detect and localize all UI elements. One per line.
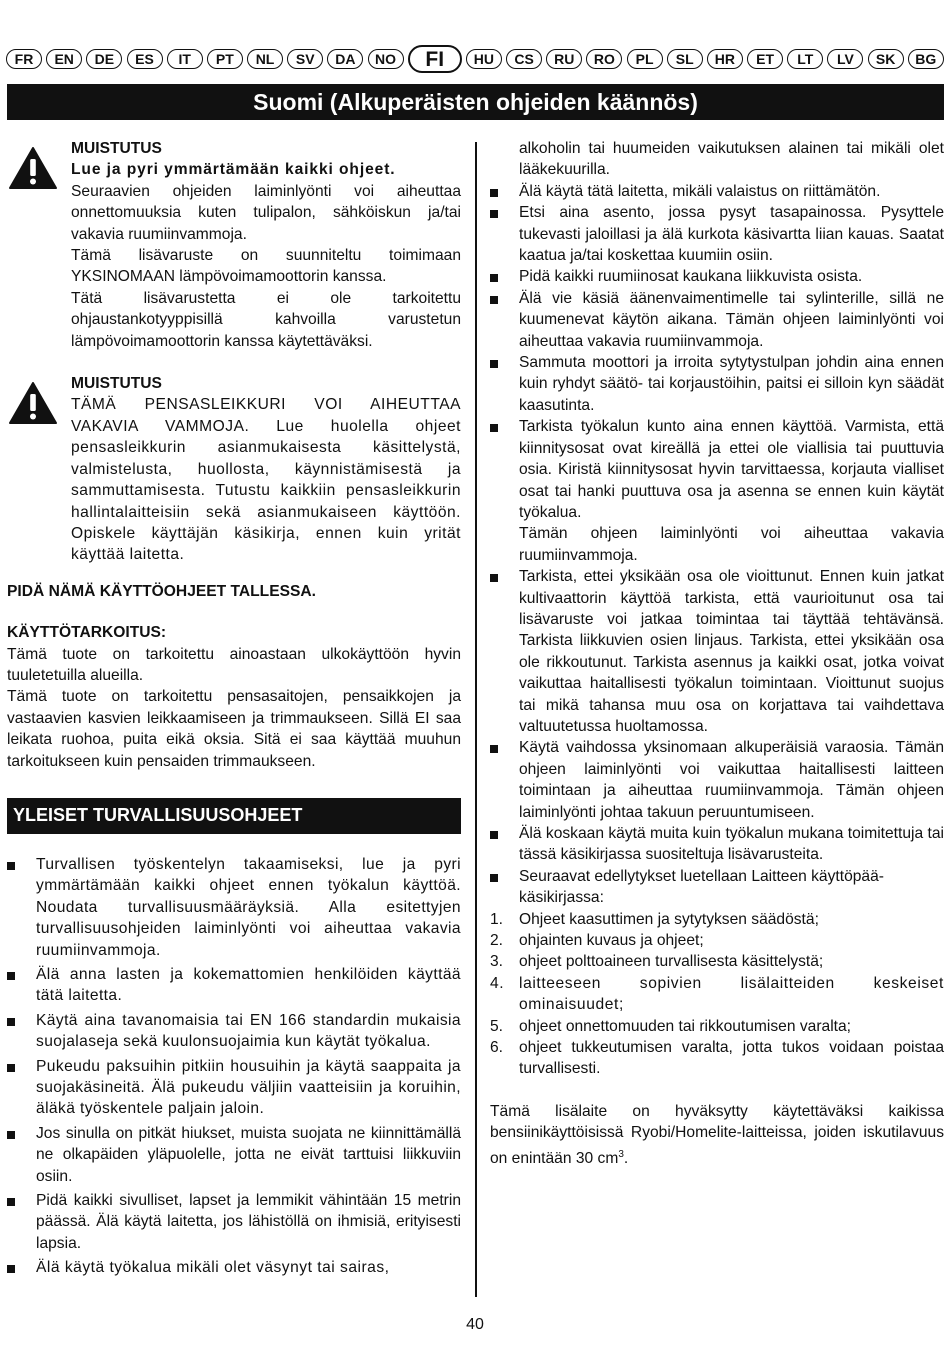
lang-tab-hu[interactable]: HU xyxy=(466,49,502,69)
list-item: Sammuta moottori ja irroita sytytystulpan johdin aina ennen kuin ryhdyt säätö- tai korjaustöihin, paitsi ei silloin kyn säädät kaasutinta. xyxy=(490,352,944,416)
list-item: Pukeudu paksuihin pitkiin housuihin ja käytä saappaita ja suojakäsineitä. Älä pukeudu väljiin vaatteisiin ja koruihin, äläkä työskentele paljain jaloin. xyxy=(7,1056,461,1120)
lang-tab-bg[interactable]: BG xyxy=(908,49,944,69)
keep-instructions-notice: PIDÄ NÄMÄ KÄYTTÖOHJEET TALLESSA. xyxy=(7,582,316,600)
list-item: Älä vie käsiä äänenvaimentimelle tai sylinterille, sillä ne kuumenevat käytön aikana. Tämän ohjeen laiminlyönti voi aiheuttaa vakavia ruumiinvammoja. xyxy=(490,288,944,352)
warning-triangle-icon xyxy=(8,381,58,425)
numbered-item: 6. ohjeet tukkeutumisen varalta, jotta tukos voidaan poistaa turvallisesti. xyxy=(490,1039,944,1078)
square-bullet-icon xyxy=(7,1265,15,1273)
numbered-item: 4. laitteeseen sopivien lisälaitteiden keskeiset ominaisuudet; xyxy=(490,974,944,1014)
page-number: 40 xyxy=(466,1316,484,1333)
lang-tab-sv[interactable]: SV xyxy=(287,49,323,69)
lang-tab-da[interactable]: DA xyxy=(327,49,363,69)
lang-tab-et[interactable]: ET xyxy=(747,49,783,69)
warning-block-1 xyxy=(7,138,461,352)
warning-1-text-3: Tätä lisävarustetta ei ole tarkoitettu ohjaustankotyyppisillä kahvoilla varustetun lämpövoimamoottorin kanssa käytettäväksi. xyxy=(71,289,461,350)
warning-triangle-icon xyxy=(8,146,58,190)
left-column xyxy=(7,138,461,1279)
list-item: Käytä aina tavanomaisia tai EN 166 standardin mukaisia suojalaseja sekä kuulonsuojaimia kun käytät työkalua. xyxy=(7,1010,461,1053)
warning-block-2 xyxy=(7,373,461,566)
warning-1-text-2: Tämä lisävaruste on suunniteltu toimimaan YKSINOMAAN lämpövoimamoottorin kanssa. xyxy=(71,247,461,286)
square-bullet-icon xyxy=(7,1064,15,1072)
warning-1-text-1: Seuraavien ohjeiden laiminlyönti voi aiheuttaa onnettomuuksia kuten tulipalon, sähköiskun ja/tai vakavia ruumiinvammoja. xyxy=(71,182,461,243)
list-item: Älä koskaan käytä muita kuin työkalun mukana toimitettuja tai tässä käsikirjassa suositeltuja lisävarusteita. xyxy=(490,823,944,866)
left-bullet-list xyxy=(7,854,461,1279)
square-bullet-icon xyxy=(490,745,498,753)
numbered-list xyxy=(490,909,944,1080)
list-item: Etsi aina asento, jossa pysyt tasapainossa. Pysyttele tukevasti jaloillasi ja älä kurkota käsivartta liian kauas. Saatat kaatua ja/tai koskettaa kuumiin osiin. xyxy=(490,202,944,266)
list-item: Turvallisen työskentelyn takaamiseksi, lue ja pyri ymmärtämään kaikki ohjeet ennen työkalun käyttöä. Noudata turvallisuusmääräyksiä. Alla esitettyjen turvallisuusohjeiden laiminlyönti voi aiheuttaa vakavia ruumiinvammoja. xyxy=(7,854,461,961)
square-bullet-icon xyxy=(490,296,498,304)
list-item: Älä käytä tätä laitetta, mikäli valaistus on riittämätön. xyxy=(490,181,944,202)
warning-2-text: TÄMÄ PENSASLEIKKURI VOI AIHEUTTAA VAKAVIA VAMMOJA. Lue huolella ohjeet pensasleikkurin asianmukaisesta käsittelystä, valmistelusta, huollosta, käynnistämisestä ja sammuttamisesta. Tutustu kaikkiin pensasleikkurin hallintalaitteisiin sekä asianmukaiseen käyttöön. Opiskele käyttäjän käsikirja, ennen kuin yrität käyttää laitetta. xyxy=(71,396,461,564)
list-item: Käytä vaihdossa yksinomaan alkuperäisiä varaosia. Tämän ohjeen laiminlyönti voi vaikuttaa haitallisesti laitteen toimintaan ja aiheuttaa ruumiinvammoja. Tämän ohjeen laiminlyönti johtaa takuun peruuntumiseen. xyxy=(490,737,944,823)
lang-tab-pl[interactable]: PL xyxy=(627,49,663,69)
list-item: Älä käytä työkalua mikäli olet väsynyt tai sairas, xyxy=(7,1257,461,1278)
column-divider xyxy=(475,142,477,1297)
language-tabs xyxy=(6,46,944,72)
square-bullet-icon xyxy=(490,574,498,582)
list-item: Tarkista, ettei yksikään osa ole vioittunut. Ennen kuin jatkat kultivaattorin käyttöä tarkista, että vaurioitunut osa tai lisävaruste voi jatkaa toimintaa tai täyttää tehtävänsä. Tarkista liikkuvien osien linjaus. Tarkista, ettei yksikään osa ole rikkoutunut. Tarkista asennus ja kaikki osat, jotka voivat vaikuttaa haitallisesti työkalun toimintaan. Vioittunut suojus tai mikä tahansa muu osa on korjattava tai vaihdettava valtuutetussa huoltamossa. xyxy=(490,566,944,737)
right-column xyxy=(490,138,944,1169)
lang-tab-sk[interactable]: SK xyxy=(868,49,904,69)
lang-tab-cs[interactable]: CS xyxy=(506,49,542,69)
lang-tab-it[interactable]: IT xyxy=(167,49,203,69)
lang-tab-lt[interactable]: LT xyxy=(787,49,823,69)
lang-tab-ru[interactable]: RU xyxy=(546,49,582,69)
lang-tab-en[interactable]: EN xyxy=(46,49,82,69)
lang-tab-sl[interactable]: SL xyxy=(667,49,703,69)
warning-2-heading: MUISTUTUS xyxy=(71,375,162,393)
bullet-extra-text: Tämän ohjeen laiminlyönti voi aiheuttaa vakavia ruumiinvammoja. xyxy=(519,525,944,564)
approval-text: Tämä lisälaite on hyväksytty käytettäväksi kaikissa bensiinikäyttöisissä Ryobi/Homelite-laitteissa, joiden iskutilavuus on enintään 30 $cm^3$. xyxy=(490,1102,944,1167)
lang-tab-ro[interactable]: RO xyxy=(586,49,622,69)
square-bullet-icon xyxy=(490,831,498,839)
numbered-item: 1. Ohjeet kaasuttimen ja sytytyksen säädöstä; xyxy=(490,910,819,928)
numbered-item: 2. ohjainten kuvaus ja ohjeet; xyxy=(490,932,704,950)
warning-1-lead: Lue ja pyri ymmärtämään kaikki ohjeet. xyxy=(71,161,396,179)
square-bullet-icon xyxy=(7,972,15,980)
list-item: Tarkista työkalun kunto aina ennen käyttöä. Varmista, että kiinnitysosat ovat kireällä ja ettei ole viallisia tai puuttuvia osia. Kiristä kiinnitysosat hyvin tarvittaessa, korjauta vialliset osat tai hanki puuttuva osa ja asenna se ennen kuin käytät työkalua. Tämän ohjeen laiminlyönti voi aiheuttaa vakavia ruumiinvammoja. xyxy=(490,416,944,566)
lang-tab-no[interactable]: NO xyxy=(368,49,404,69)
list-item: Pidä kaikki ruumiinosat kaukana liikkuvista osista. xyxy=(490,266,944,287)
intended-use-heading: KÄYTTÖTARKOITUS: xyxy=(7,624,167,642)
lang-tab-de[interactable]: DE xyxy=(86,49,122,69)
numbered-item: 5. ohjeet onnettomuuden tai rikkoutumisen varalta; xyxy=(490,1017,851,1035)
list-item: Seuraavat edellytykset luetellaan Laitteen käyttöpää-käsikirjassa: xyxy=(490,866,944,909)
square-bullet-icon xyxy=(7,862,15,870)
square-bullet-icon xyxy=(490,274,498,282)
square-bullet-icon xyxy=(490,189,498,197)
lang-tab-es[interactable]: ES xyxy=(127,49,163,69)
square-bullet-icon xyxy=(7,1018,15,1026)
intended-use-text-2: Tämä tuote on tarkoitettu pensasaitojen, pensaikkojen ja vastaavien kasvien leikkaamiseen ja trimmaukseen. Sillä EI saa leikata ruohoa, puita eikä oksia. Sitä ei saa käyttää muuhun tarkoitukseen kuin pensaiden trimmaukseen. xyxy=(7,688,461,770)
square-bullet-icon xyxy=(7,1131,15,1139)
right-bullet-list xyxy=(490,181,944,909)
lang-tab-nl[interactable]: NL xyxy=(247,49,283,69)
numbered-item: 3. ohjeet polttoaineen turvallisesta käsittelystä; xyxy=(490,953,824,971)
list-item: Pidä kaikki sivulliset, lapset ja lemmikit vähintään 15 metrin päässä. Älä käytä laitetta, jos lähistöllä on ihmisiä, erityisesti lapsia. xyxy=(7,1190,461,1254)
lang-tab-fi-active[interactable]: FI xyxy=(408,45,462,73)
safety-section-heading: YLEISET TURVALLISUUSOHJEET xyxy=(7,798,461,834)
lang-tab-fr[interactable]: FR xyxy=(6,49,42,69)
square-bullet-icon xyxy=(490,874,498,882)
square-bullet-icon xyxy=(7,1198,15,1206)
lang-tab-lv[interactable]: LV xyxy=(827,49,863,69)
list-item: Jos sinulla on pitkät hiukset, muista suojata ne kiinnittämällä ne olkapäiden yläpuolelle, jotta ne eivät tarttuisi liikkuviin osiin. xyxy=(7,1123,461,1187)
lang-tab-hr[interactable]: HR xyxy=(707,49,743,69)
lang-tab-pt[interactable]: PT xyxy=(207,49,243,69)
continued-text: alkoholin tai huumeiden vaikutuksen alainen tai mikäli olet lääkekuurilla. xyxy=(519,140,944,179)
square-bullet-icon xyxy=(490,210,498,218)
list-item: Älä anna lasten ja kokemattomien henkilöiden käyttää tätä laitetta. xyxy=(7,964,461,1007)
square-bullet-icon xyxy=(490,424,498,432)
page-title: Suomi (Alkuperäisten ohjeiden käännös) xyxy=(7,84,944,120)
square-bullet-icon xyxy=(490,360,498,368)
warning-1-heading: MUISTUTUS xyxy=(71,140,162,157)
intended-use-text-1: Tämä tuote on tarkoitettu ainoastaan ulkokäyttöön hyvin tuuletetuilla alueilla. xyxy=(7,645,461,684)
